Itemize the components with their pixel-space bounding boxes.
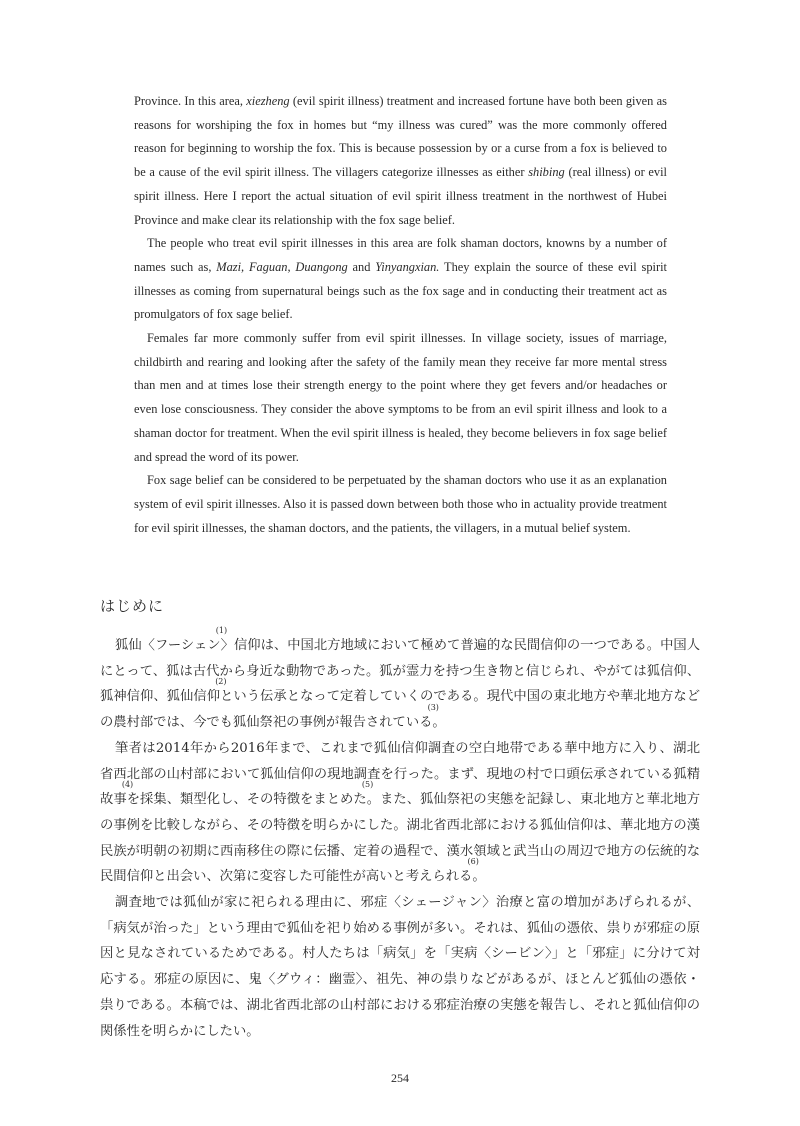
term-shibing: shibing xyxy=(528,165,565,180)
footnote-ref-3[interactable]: (3) xyxy=(427,703,439,713)
shaman-name-yinyangxian: Yinyangxian. xyxy=(375,259,440,274)
footnote-anchor-5[interactable]: た (5) xyxy=(353,792,366,807)
footnote-anchor-2[interactable]: 仰 (2) xyxy=(207,689,220,704)
shaman-names: Mazi, Faguan, Duangong xyxy=(216,259,348,274)
japanese-paragraph-1: 狐仙〈フーシェン (1) 〉信仰は、中国北方地域において極めて普遍的な民間信仰の一つである。中国人にとって、狐は古代から身近な動物であった。狐が霊力を持つ生き物と信じられ、やがては狐信仰、狐神信仰、狐仙信仰 (2) という伝承となって定着していくのである。現代中国の東北地方や華北地方などの農村部では、今でも狐仙祭祀の事例が報告されている (3) 。 xyxy=(100,626,701,731)
footnote-ref-1[interactable]: (1) xyxy=(215,626,228,635)
english-paragraph-2: The people who treat evil spirit illnesses in this area are folk shaman doctors, knowns by a number of names such as, Mazi, Faguan, Duangong and Yinyangxian. They explain the source of these evil spirit illnesses as coming from supernatural beings such as the fox sage and in conducting their treatment act as promulgators of fox sage belief. xyxy=(134,236,667,322)
english-paragraph-1: Province. In this area, xiezheng (evil spirit illness) treatment and increased fortune have both been given as reasons for worshiping the fox in homes but “my illness was cured” was the more commonly offered reason for beginning to worship the fox. This is because possession by or a curse from a fox is believed to be a cause of the evil spirit illness. The villagers categorize illnesses as either shibing (real illness) or evil spirit illness. Here I report the actual situation of evil spirit illness treatment in the northwest of Hubei Province and make clear its relationship with the fox sage belief. xyxy=(134,94,667,227)
footnote-anchor-1[interactable]: ン (1) xyxy=(207,638,220,653)
english-paragraph-3: Females far more commonly suffer from evil spirit illnesses. In village society, issues of marriage, childbirth and rearing and looking after the safety of the family mean they receive far more mental stress than men and at times lose their strength energy to the point where they get fevers and/or headaches or even lose consciousness. They consider the above symptoms to be from an evil spirit illness and look to a shaman doctor for treatment. When the evil spirit illness is healed, they become believers in fox sage belief and spread the word of its power. xyxy=(134,331,667,464)
japanese-body xyxy=(100,626,701,1044)
footnote-ref-4[interactable]: (4) xyxy=(121,780,134,790)
term-xiezheng: xiezheng xyxy=(246,94,290,108)
japanese-paragraph-2: 筆者は2014年から2016年まで、これまで狐仙信仰調査の空白地帯である華中地方に入り、湖北省西北部の山村部において狐仙信仰の現地調査を行った。まず、現地の村で口頭伝承されている狐精故事 (4) を採集、類型化し、その特徴をまとめた (5) 。また、狐仙祭祀の実態を記録し、東北地方と華北地方の事例を比較しながら、その特徴を明らかにした。湖北省西北部における狐仙信仰は、華北地方の漢民族が明朝の初期に西南移住の際に伝播、定着の過程で、漢水領域と武当山の周辺で地方の伝統的な民間信仰と出会い、次第に変容した可能性が高いと考えられる (6) 。 xyxy=(100,740,701,885)
page-number: 254 xyxy=(391,1071,409,1085)
footnote-anchor-6[interactable]: る (6) xyxy=(459,869,472,884)
footnote-anchor-4[interactable]: 事 (4) xyxy=(113,792,126,807)
footnote-anchor-3[interactable]: る (3) xyxy=(419,715,432,730)
footnote-ref-2[interactable]: (2) xyxy=(215,677,227,687)
footnote-ref-5[interactable]: (5) xyxy=(361,780,374,790)
japanese-paragraph-3: 調査地では狐仙が家に祀られる理由に、邪症〈シェージャン〉治療と富の増加があげられるが、「病気が治った」という理由で狐仙を祀り始める事例が多い。それは、狐仙の憑依、祟りが邪症の原因と見なされているためである。村人たちは「病気」を「実病〈シービン〉」と「邪症」に分けて対応する。邪症の原因に、鬼〈グウィ：幽霊〉、祖先、神の祟りなどがあるが、ほとんど狐仙の憑依・祟りである。本稿では、湖北省西北部の山村部における邪症治療の実態を報告し、それと狐仙信仰の関係性を明らかにしたい。 xyxy=(100,895,700,1039)
english-paragraph-4: Fox sage belief can be considered to be perpetuated by the shaman doctors who use it as an explanation system of evil spirit illnesses. Also it is passed down between both those who in actuality provide treatment for evil spirit illnesses, the shaman doctors, and the patients, the villagers, in a mutual belief system. xyxy=(134,473,667,535)
footnote-ref-6[interactable]: (6) xyxy=(467,857,479,867)
english-abstract xyxy=(134,90,667,540)
section-heading: はじめに xyxy=(100,597,165,615)
